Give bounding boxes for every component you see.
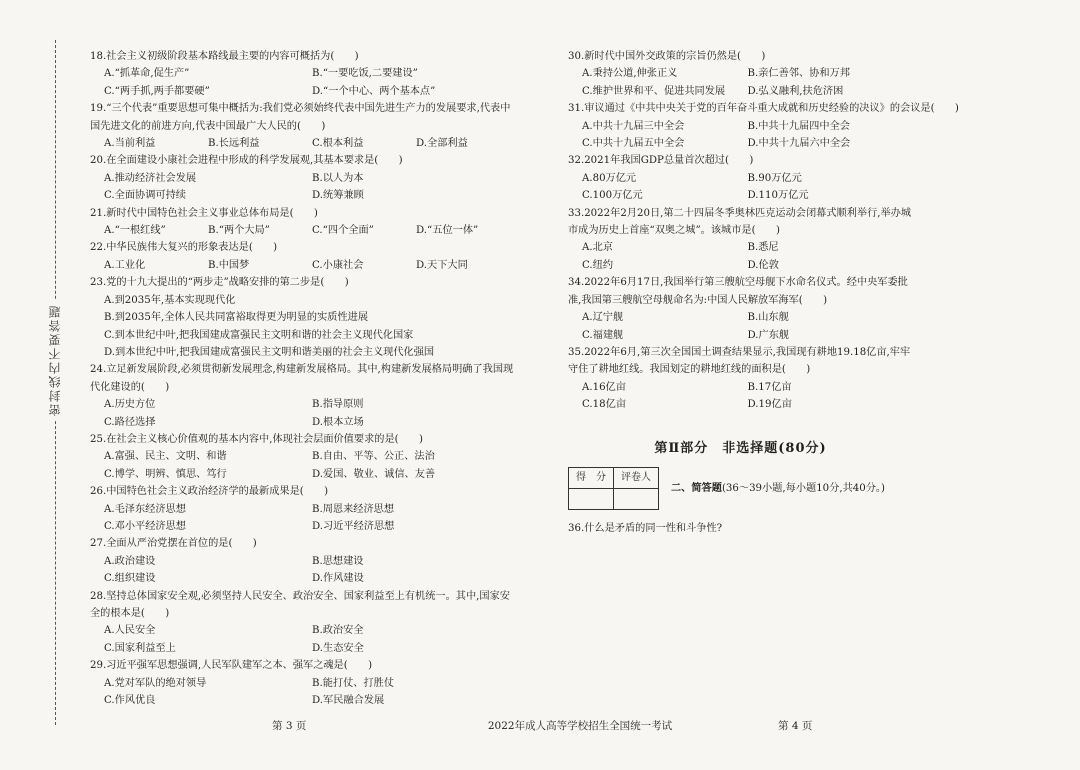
answer-option: C.小康社会 xyxy=(312,259,364,271)
answer-option: D.爱国、敬业、诚信、友善 xyxy=(312,468,436,480)
question-stem: 22.中华民族伟大复兴的形象表达是( ) xyxy=(90,242,278,254)
answer-option: B.周恩来经济思想 xyxy=(312,503,395,515)
question-stem: 29.习近平强军思想强调,人民军队建军之本、强军之魂是( ) xyxy=(90,660,373,672)
question-stem: 32.2021年我国GDP总量首次超过( ) xyxy=(568,155,754,167)
question-block xyxy=(568,205,913,275)
question-stem: 18.社会主义初级阶段基本路线最主要的内容可概括为( ) xyxy=(90,51,359,62)
question-block xyxy=(90,535,520,587)
question-block xyxy=(90,657,520,709)
score-table xyxy=(568,467,659,510)
question-block xyxy=(90,431,520,483)
question-stem: 30.新时代中国外交政策的宗旨仍然是( ) xyxy=(568,51,766,62)
question-stem: 19.“三个代表”重要思想可集中概括为:我们党必须始终代表中国先进生产力的发展要求,代表中国先进文化的前进方向,代表中国最广大人民的( ) xyxy=(90,103,511,132)
grader-cell xyxy=(614,488,659,509)
answer-option: B.中国梦 xyxy=(208,259,250,271)
answer-option: C.组织建设 xyxy=(104,573,156,585)
answer-option: D.天下大同 xyxy=(416,259,468,271)
option-group xyxy=(90,448,520,483)
question-36: 36.什么是矛盾的同一性和斗争性? xyxy=(568,522,723,534)
question-stem: 25.在社会主义核心价值观的基本内容中,体现社会层面价值要求的是( ) xyxy=(90,433,424,445)
answer-option: B.亲仁善邻、协和万邦 xyxy=(747,68,850,80)
option-group xyxy=(90,622,520,657)
section-subtitle-rest: (36～39小题,每小题10分,共40分。) xyxy=(721,482,885,494)
left-column xyxy=(90,48,520,709)
answer-option: A.富强、民主、文明、和谐 xyxy=(104,451,227,463)
seal-text: 密封线内不要答题 xyxy=(46,300,63,420)
option-group xyxy=(90,396,520,431)
answer-option: B.“两个大局” xyxy=(208,225,270,237)
question-stem: 28.坚持总体国家安全观,必须坚持人民安全、政治安全、国家利益至上有机统一。其中,国家安全的根本是( ) xyxy=(90,590,510,619)
answer-option: A.工业化 xyxy=(104,259,146,271)
answer-option: B.自由、平等、公正、法治 xyxy=(312,451,435,463)
question-block xyxy=(90,239,520,274)
right-questions xyxy=(568,48,959,414)
option-group xyxy=(568,239,913,274)
answer-option: A.历史方位 xyxy=(104,399,156,411)
answer-option: A.政治建设 xyxy=(104,555,156,567)
section-subtitle xyxy=(671,480,885,497)
question-stem: 34.2022年6月17日,我国举行第三艘航空母舰下水命名仪式。经中央军委批准,我国第三艘航空母舰命名为:中国人民解放军海军( ) xyxy=(568,277,908,306)
answer-option: B.17亿亩 xyxy=(747,381,792,393)
answer-option: A.推动经济社会发展 xyxy=(104,172,197,184)
answer-option: A.80万亿元 xyxy=(582,172,637,184)
question-stem: 23.党的十九大提出的“两步走”战略安排的第二步是( ) xyxy=(90,277,349,289)
answer-option: A.辽宁舰 xyxy=(582,312,624,324)
question-block xyxy=(568,48,913,100)
question-block xyxy=(90,588,520,658)
answer-option: D.统筹兼顾 xyxy=(312,190,364,202)
option-group xyxy=(568,309,913,344)
answer-option: C.中共十九届五中全会 xyxy=(582,138,685,150)
option-group xyxy=(90,501,520,536)
answer-option: B.“一要吃饭,二要建设” xyxy=(312,68,418,80)
answer-option: D.生态安全 xyxy=(312,642,364,654)
question-stem: 24.立足新发展阶段,必须贯彻新发展理念,构建新发展格局。其中,构建新发展格局明确了我国现代化建设的( ) xyxy=(90,364,514,393)
page-number-right: 第 4 页 xyxy=(778,720,813,732)
answer-option: D.根本立场 xyxy=(312,416,364,428)
answer-option: C.国家利益至上 xyxy=(104,642,176,654)
answer-option: B.政治安全 xyxy=(312,625,364,637)
answer-option: B.能打仗、打胜仗 xyxy=(312,677,395,689)
answer-option: B.山东舰 xyxy=(747,312,789,324)
answer-option: C.100万亿元 xyxy=(582,190,643,202)
answer-option: A.到2035年,基本实现现代化 xyxy=(104,294,236,306)
score-row xyxy=(568,467,913,510)
option-group xyxy=(90,257,520,274)
question-block xyxy=(90,48,520,100)
answer-option: B.中共十九届四中全会 xyxy=(747,120,850,132)
answer-option: B.指导原则 xyxy=(312,399,364,411)
question-stem: 21.新时代中国特色社会主义事业总体布局是( ) xyxy=(90,207,318,219)
page-number-left: 第 3 页 xyxy=(272,720,307,732)
question-block xyxy=(90,361,520,431)
answer-option: D.广东舰 xyxy=(747,329,790,341)
section-title: 第Ⅱ部分 非选择题(80分) xyxy=(654,440,827,456)
answer-option: A.秉持公道,伸张正义 xyxy=(582,68,678,80)
answer-option: A.人民安全 xyxy=(104,625,156,637)
grader-label: 评卷人 xyxy=(614,467,659,488)
option-group xyxy=(90,65,520,100)
answer-option: D.中共十九届六中全会 xyxy=(747,138,851,150)
answer-option: A.北京 xyxy=(582,242,613,254)
answer-option: C.作风优良 xyxy=(104,695,156,707)
answer-option: B.到2035年,全体人民共同富裕取得更为明显的实质性进展 xyxy=(104,312,369,324)
question-stem: 35.2022年6月,第三次全国国土调查结果显示,我国现有耕地19.18亿亩,牢牢守住了耕地红线。我国划定的耕地红线的面积是( ) xyxy=(568,346,911,376)
question-stem: 27.全面从严治党摆在首位的是( ) xyxy=(90,538,257,550)
option-group xyxy=(90,135,520,152)
option-group xyxy=(568,65,913,100)
answer-option: C.维护世界和平、促进共同发展 xyxy=(582,85,726,97)
question-block xyxy=(90,274,520,361)
option-group xyxy=(568,379,913,414)
option-group xyxy=(90,292,520,362)
answer-option: D.伦敦 xyxy=(747,259,779,271)
answer-option: D.“一个中心、两个基本点” xyxy=(312,85,436,97)
option-group xyxy=(568,170,913,205)
answer-option: C.到本世纪中叶,把我国建成富强民主文明和谐的社会主义现代化国家 xyxy=(104,329,414,341)
answer-option: B.悉尼 xyxy=(747,242,779,254)
question-stem: 26.中国特色社会主义政治经济学的最新成果是( ) xyxy=(90,486,329,498)
section-subtitle-bold: 二、简答题 xyxy=(671,481,722,494)
answer-option: C.全面协调可持续 xyxy=(104,190,186,202)
question-stem: 20.在全面建设小康社会进程中形成的科学发展观,其基本要求是( ) xyxy=(90,155,403,167)
question-block xyxy=(568,274,913,344)
answer-option: D.习近平经济思想 xyxy=(312,520,395,532)
answer-option: B.90万亿元 xyxy=(747,172,802,184)
answer-option: C.福建舰 xyxy=(582,329,624,341)
option-group xyxy=(90,675,520,710)
answer-option: A.16亿亩 xyxy=(582,381,626,393)
answer-option: B.长远利益 xyxy=(208,138,260,150)
question-block xyxy=(90,100,520,152)
answer-option: C.邓小平经济思想 xyxy=(104,520,186,532)
question-block xyxy=(90,205,520,240)
exam-title-footer: 2022年成人高等学校招生全国统一考试 xyxy=(487,720,673,732)
answer-option: A.毛泽东经济思想 xyxy=(104,503,186,515)
option-group xyxy=(568,118,913,153)
answer-option: D.到本世纪中叶,把我国建成富强民主文明和谐美丽的社会主义现代化强国 xyxy=(104,346,435,358)
question-block xyxy=(568,344,913,414)
answer-option: B.以人为本 xyxy=(312,172,364,184)
answer-option: C.根本利益 xyxy=(312,138,364,150)
answer-option: A.党对军队的绝对领导 xyxy=(104,677,207,689)
question-block xyxy=(90,152,520,204)
option-group xyxy=(90,553,520,588)
answer-option: C.博学、明辨、慎思、笃行 xyxy=(104,468,227,480)
option-group xyxy=(90,222,520,239)
answer-option: D.110万亿元 xyxy=(747,190,809,202)
answer-option: A.中共十九届三中全会 xyxy=(582,120,685,132)
answer-option: A.“抓革命,促生产” xyxy=(104,68,190,80)
question-block xyxy=(568,152,913,204)
answer-option: A.当前利益 xyxy=(104,138,156,150)
answer-option: C.纽约 xyxy=(582,259,614,271)
score-label: 得 分 xyxy=(569,467,614,488)
answer-option: D.弘义融利,扶危济困 xyxy=(747,85,844,97)
answer-option: D.军民融合发展 xyxy=(312,695,385,707)
answer-option: C.18亿亩 xyxy=(582,399,627,411)
question-stem: 31.审议通过《中共中央关于党的百年奋斗重大成就和历史经验的决议》的会议是( ) xyxy=(568,103,959,115)
answer-option: C.“两手抓,两手都要硬” xyxy=(104,85,210,97)
answer-option: D.“五位一体” xyxy=(416,225,479,237)
answer-option: D.19亿亩 xyxy=(747,399,792,411)
answer-option: B.思想建设 xyxy=(312,555,364,567)
answer-option: A.“一根红线” xyxy=(104,225,166,237)
answer-option: D.作风建设 xyxy=(312,573,364,585)
question-block xyxy=(90,483,520,535)
answer-option: C.“四个全面” xyxy=(312,225,374,237)
answer-option: C.路径选择 xyxy=(104,416,156,428)
question-stem: 33.2022年2月20日,第二十四届冬季奥林匹克运动会闭幕式顺利举行,举办城市成为历史上首座“双奥之城”。该城市是( ) xyxy=(568,207,912,237)
right-column xyxy=(568,48,959,537)
score-cell xyxy=(569,488,614,509)
answer-option: D.全部利益 xyxy=(416,138,468,150)
question-block xyxy=(568,100,959,152)
option-group xyxy=(90,170,520,205)
